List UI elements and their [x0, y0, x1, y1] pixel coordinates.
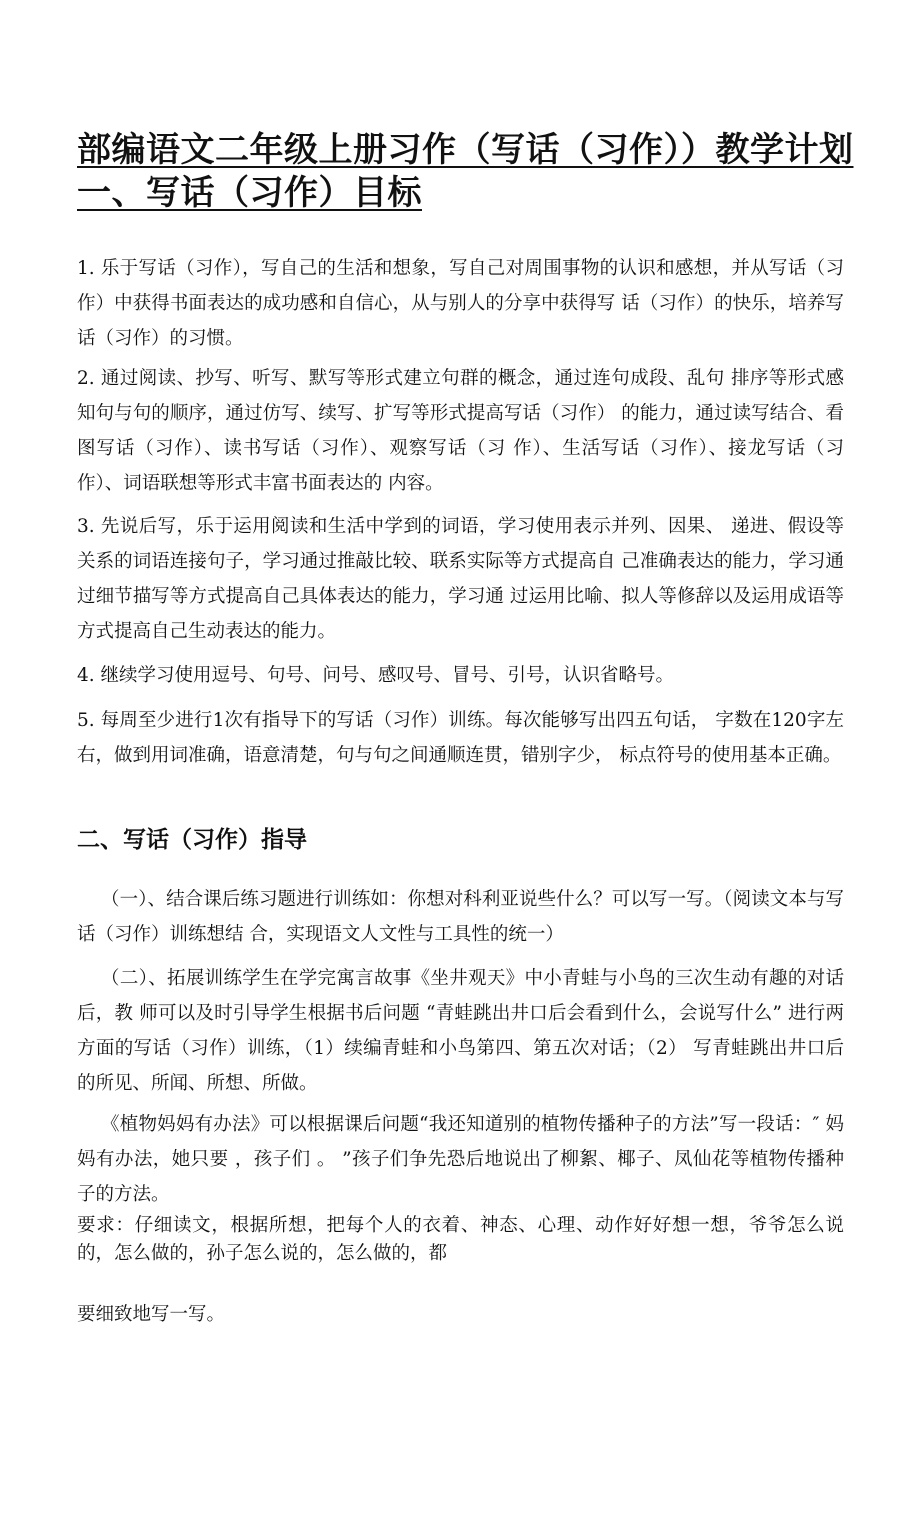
goal-item-1: 1. 乐于写话（习作），写自己的生活和想象，写自己对周围事物的认识和感想，并从写话（习作）中获得书面表达的成功感和自信心，从与别人的分享中获得写 话（习作）的快乐，培养写话（习作）的习惯。	[77, 258, 844, 349]
guidance-paragraph-1: （一）、结合课后练习题进行训练如：你想对科利亚说些什么？可以写一写。（阅读文本与写话（习作）训练想结 合，实现语文人文性与工具性的统一）	[77, 889, 844, 945]
section-2-heading: 二、写话（习作）指导	[77, 827, 307, 853]
guidance-paragraph-3: 《植物妈妈有办法》可以根据课后问题“我还知道别的植物传播种子的方法”写一段话：″ 妈妈有办法，她只要 ，孩子们 。 ”孩子们争先恐后地说出了柳絮、椰子、凤仙花等植物传播种子的方法。	[77, 1114, 844, 1205]
section-1-heading: 一、写话（习作）目标	[77, 173, 422, 213]
goal-item-2: 2. 通过阅读、抄写、听写、默写等形式建立句群的概念，通过连句成段、乱句 排序等形式感知句与句的顺序，通过仿写、续写、扩写等形式提高写话（习作） 的能力，通过读写结合、看图写话（习作）、读书写话（习作）、观察写话（习 作）、生活写话（习作）、接龙写话（习作）、词语联想等形式丰富书面表达的 内容。	[77, 368, 844, 494]
page-title: 部编语文二年级上册习作（写话（习作））教学计划	[77, 130, 854, 170]
guidance-requirement: 要求：仔细读文，根据所想，把每个人的衣着、神态、心理、动作好好想一想，爷爷怎么说的，怎么做的，孙子怎么说的，怎么做的，都	[77, 1215, 844, 1264]
goal-item-4: 4. 继续学习使用逗号、句号、问号、感叹号、冒号、引号，认识省略号。	[77, 665, 675, 686]
guidance-paragraph-2: （二）、拓展训练学生在学完寓言故事《坐井观天》中小青蛙与小鸟的三次生动有趣的对话后，教 师可以及时引导学生根据书后问题 “青蛙跳出井口后会看到什么，会说写什么” 进行两方面的写话（习作）训练，（1）续编青蛙和小鸟第四、第五次对话；（2） 写青蛙跳出井口后的所见、所闻、所想、所做。	[77, 968, 844, 1094]
goal-item-5: 5. 每周至少进行1次有指导下的写话（习作）训练。每次能够写出四五句话， 字数在120字左右，做到用词准确，语意清楚，句与句之间通顺连贯，错别字少， 标点符号的使用基本正确。	[77, 710, 844, 766]
guidance-requirement-end: 要细致地写一写。	[77, 1304, 226, 1325]
goal-item-3: 3. 先说后写，乐于运用阅读和生活中学到的词语，学习使用表示并列、因果、 递进、假设等关系的词语连接句子，学习通过推敲比较、联系实际等方式提高自 己准确表达的能力，学习通过细节描写等方式提高自己具体表达的能力，学习通 过运用比喻、拟人等修辞以及运用成语等方式提高自己生动表达的能力。	[77, 516, 844, 642]
